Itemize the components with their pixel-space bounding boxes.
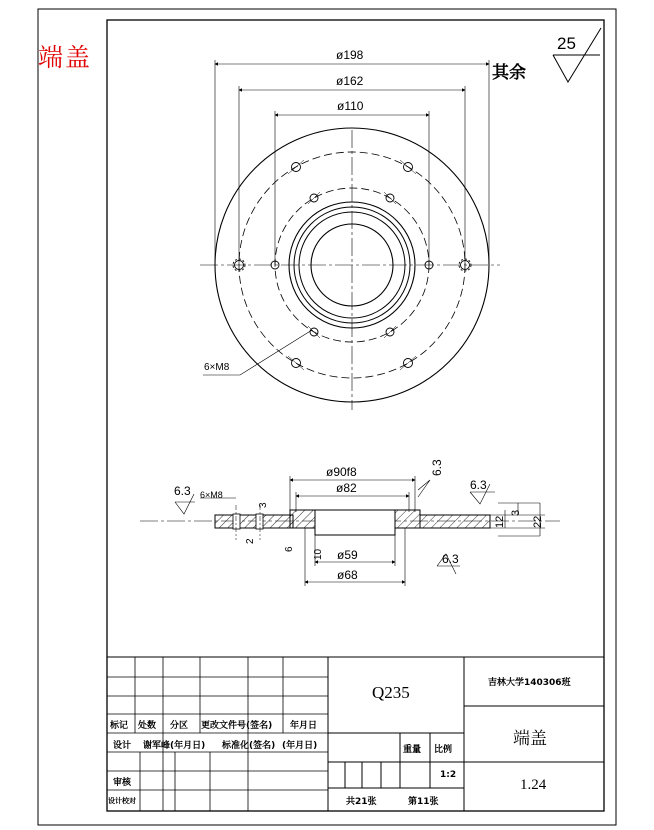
dim-d59: ø59 bbox=[337, 548, 358, 562]
inner-frame bbox=[107, 20, 604, 811]
rough-left: 6.3 bbox=[174, 484, 191, 498]
dim-d68: ø68 bbox=[337, 568, 358, 582]
sheet-no: 第11张 bbox=[408, 797, 439, 807]
dim-v6: 6 bbox=[284, 546, 295, 552]
section-holes: 6×M8 bbox=[200, 490, 223, 500]
rough-right: 6.3 bbox=[470, 478, 487, 492]
dim-d110: ø110 bbox=[337, 99, 364, 113]
label-designer: 谢军峰(年月日) bbox=[143, 741, 206, 751]
dim-v3l: 3 bbox=[258, 502, 269, 508]
label-count: 处数 bbox=[138, 721, 157, 731]
total-sheets: 共21张 bbox=[346, 797, 377, 807]
label-review: 审核 bbox=[113, 778, 132, 788]
rough-bottom: 6.3 bbox=[442, 552, 459, 566]
label-change-doc: 更改文件号(签名) bbox=[201, 721, 273, 731]
material: Q235 bbox=[372, 683, 410, 702]
red-title: 端盖 bbox=[38, 43, 93, 72]
dim-v2: 2 bbox=[245, 538, 256, 544]
label-zone: 分区 bbox=[170, 721, 189, 731]
dim-v3r: 3 bbox=[510, 509, 522, 516]
dim-d198: ø198 bbox=[336, 48, 364, 62]
label-design: 设计 bbox=[113, 741, 132, 751]
label-standard: 标准化(签名) bbox=[222, 741, 276, 751]
school: 吉林大学140306班 bbox=[488, 678, 571, 688]
roughness-note: 其余 bbox=[492, 63, 526, 83]
dim-v12: 12 bbox=[494, 515, 506, 528]
label-mark: 标记 bbox=[110, 721, 129, 731]
dim-v10: 10 bbox=[313, 548, 324, 560]
label-extra: 设计校对 bbox=[108, 797, 136, 805]
label-date: 年月日 bbox=[290, 721, 318, 731]
part-name: 端盖 bbox=[513, 729, 547, 749]
dim-d82: ø82 bbox=[336, 481, 357, 495]
label-std-date: (年月日) bbox=[282, 741, 318, 751]
scale-value: 1:2 bbox=[440, 770, 457, 780]
dim-d162: ø162 bbox=[336, 74, 364, 88]
scale-label: 比例 bbox=[434, 745, 453, 755]
hole-callout: 6×M8 bbox=[204, 362, 230, 373]
rough-chamfer: 6.3 bbox=[430, 459, 444, 476]
outer-frame bbox=[38, 9, 616, 825]
dim-d90f8: ø90f8 bbox=[326, 465, 357, 479]
dim-v22: 22 bbox=[532, 515, 544, 528]
drawing-no: 1.24 bbox=[520, 777, 547, 793]
roughness-value: 25 bbox=[557, 34, 576, 53]
weight-label: 重量 bbox=[403, 745, 422, 755]
